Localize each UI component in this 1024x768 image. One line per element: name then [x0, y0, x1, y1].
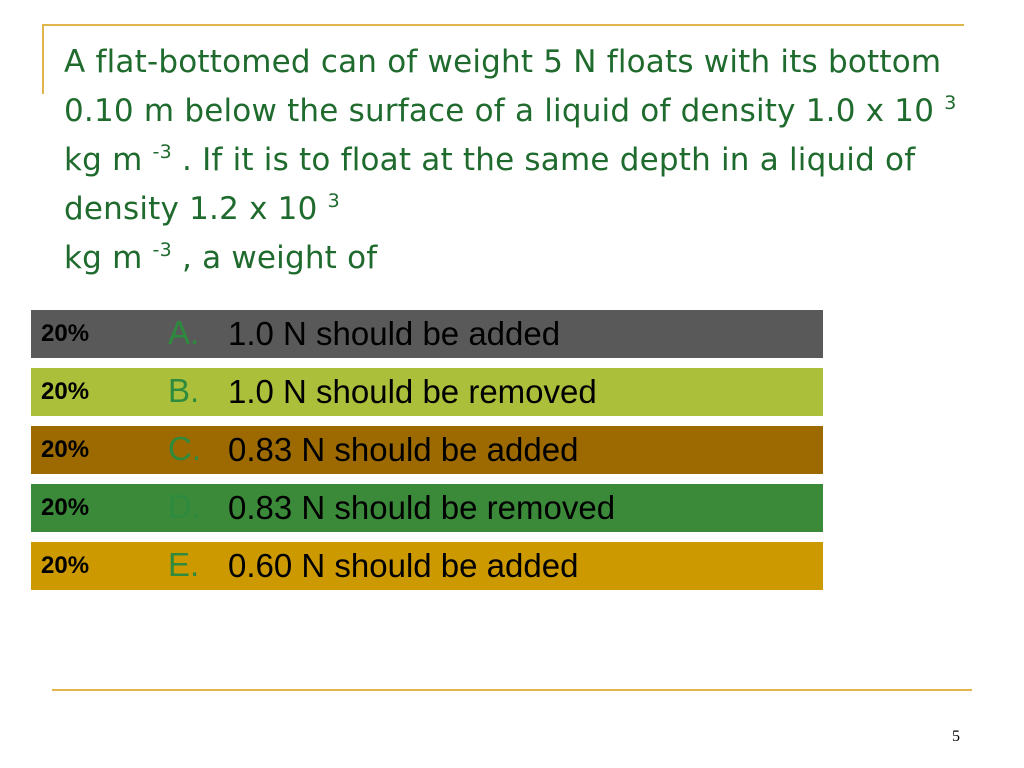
option-a-text: 1.0 N should be added — [228, 315, 561, 352]
option-b-text: 1.0 N should be removed — [228, 373, 597, 410]
option-b-letter: B. — [168, 372, 200, 409]
option-d-letter: D. — [168, 488, 201, 525]
option-d-text: 0.83 N should be removed — [228, 489, 616, 526]
option-a[interactable] — [31, 310, 823, 358]
option-e-text: 0.60 N should be added — [228, 547, 579, 584]
option-d[interactable] — [31, 484, 823, 532]
option-d-percent: 20% — [41, 494, 90, 521]
page-number: 5 — [952, 728, 960, 745]
option-c-letter: C. — [168, 430, 201, 467]
top-rule — [44, 24, 964, 26]
question-text: A flat-bottomed can of weight 5 N floats with its bottom 0.10 m below the surface of a liquid of density 1.0 x 10 $^3$ kg m $^{-3}$ . If it is to float at the same depth in a liquid of density 1.2 x 10 $^3$ kg m $^{-3}$ , a weight of — [64, 44, 957, 276]
option-e-letter: E. — [168, 546, 200, 583]
left-rule — [42, 24, 44, 94]
bottom-rule — [52, 689, 972, 691]
option-b-percent: 20% — [41, 378, 90, 405]
answer-options — [31, 310, 823, 600]
option-c-percent: 20% — [41, 436, 90, 463]
option-e[interactable] — [31, 542, 823, 590]
option-e-percent: 20% — [41, 552, 90, 579]
option-a-letter: A. — [168, 314, 200, 351]
option-b[interactable] — [31, 368, 823, 416]
option-a-percent: 20% — [41, 320, 90, 347]
option-c[interactable] — [31, 426, 823, 474]
option-c-text: 0.83 N should be added — [228, 431, 579, 468]
